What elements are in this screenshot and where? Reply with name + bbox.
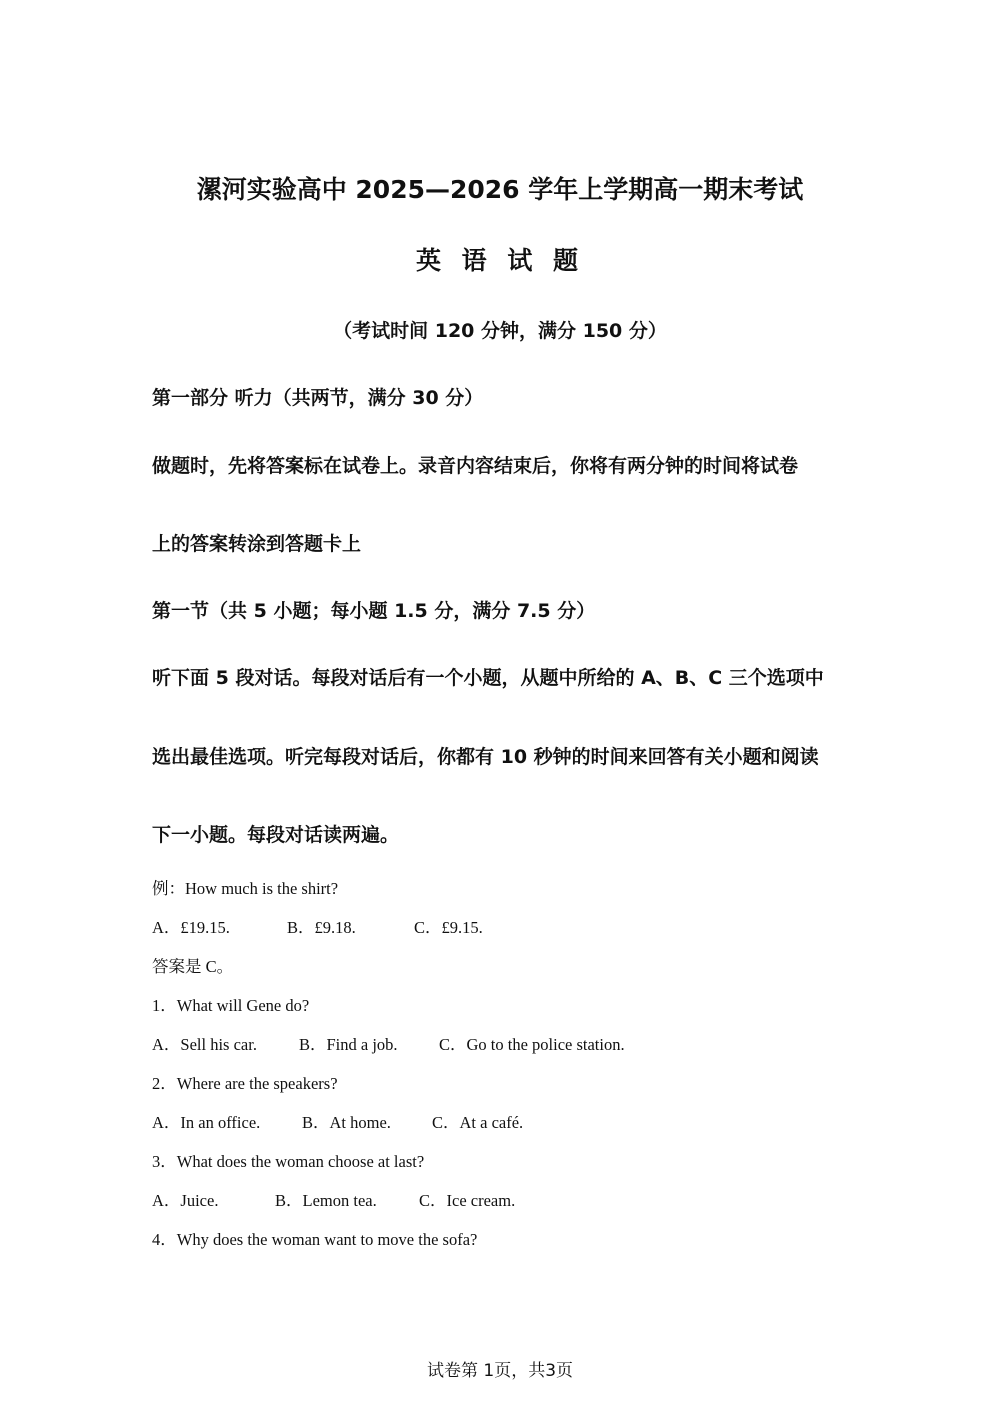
question-1-option-c: C．Go to the police station.	[439, 1035, 625, 1054]
section1-line2: 选出最佳选项。听完每段对话后，你都有 10 秒钟的时间来回答有关小题和阅读	[152, 746, 819, 768]
example-option-c: C．£9.15.	[414, 918, 483, 937]
question-2-option-a: A．In an office.	[152, 1113, 261, 1132]
question-1-option-b: B．Find a job.	[299, 1035, 398, 1054]
question-1-options	[152, 1031, 625, 1055]
question-2-option-c: C．At a café.	[432, 1113, 524, 1132]
exam-title: 漯河实验高中 2025—2026 学年上学期高一期末考试	[196, 175, 804, 204]
part1-heading: 第一部分 听力（共两节，满分 30 分）	[152, 387, 484, 409]
question-2-options	[152, 1109, 523, 1133]
section1-heading: 第一节（共 5 小题；每小题 1.5 分，满分 7.5 分）	[152, 600, 596, 622]
question-3-option-b: B．Lemon tea.	[275, 1191, 377, 1210]
question-2-option-b: B．At home.	[302, 1113, 391, 1132]
subject-title: 英 语 试 题	[415, 246, 585, 275]
question-1-stem: 1．What will Gene do?	[152, 996, 310, 1015]
part1-instruction-line1: 做题时，先将答案标在试卷上。录音内容结束后，你将有两分钟的时间将试卷	[152, 455, 799, 477]
example-option-a: A．£19.15.	[152, 918, 230, 937]
section1-line1: 听下面 5 段对话。每段对话后有一个小题，从题中所给的 A、B、C 三个选项中	[152, 667, 824, 689]
question-3-option-c: C．Ice cream.	[419, 1191, 516, 1210]
section1-line3: 下一小题。每段对话读两遍。	[152, 824, 400, 846]
question-3-stem: 3．What does the woman choose at last?	[152, 1152, 425, 1171]
example-options	[152, 914, 483, 938]
example-option-b: B．£9.18.	[287, 918, 356, 937]
exam-info: （考试时间 120 分钟，满分 150 分）	[333, 320, 667, 342]
example-answer: 答案是 C。	[152, 957, 234, 976]
question-1-option-a: A．Sell his car.	[152, 1035, 257, 1054]
part1-instruction-line2: 上的答案转涂到答题卡上	[152, 533, 362, 555]
example-question: 例：How much is the shirt?	[152, 879, 339, 898]
question-3-option-a: A．Juice.	[152, 1191, 219, 1210]
question-3-options	[152, 1187, 515, 1211]
question-2-stem: 2．Where are the speakers?	[152, 1074, 338, 1093]
question-4-stem: 4．Why does the woman want to move the sofa?	[152, 1230, 478, 1249]
page-footer: 试卷第 1页，共3页	[426, 1361, 574, 1381]
